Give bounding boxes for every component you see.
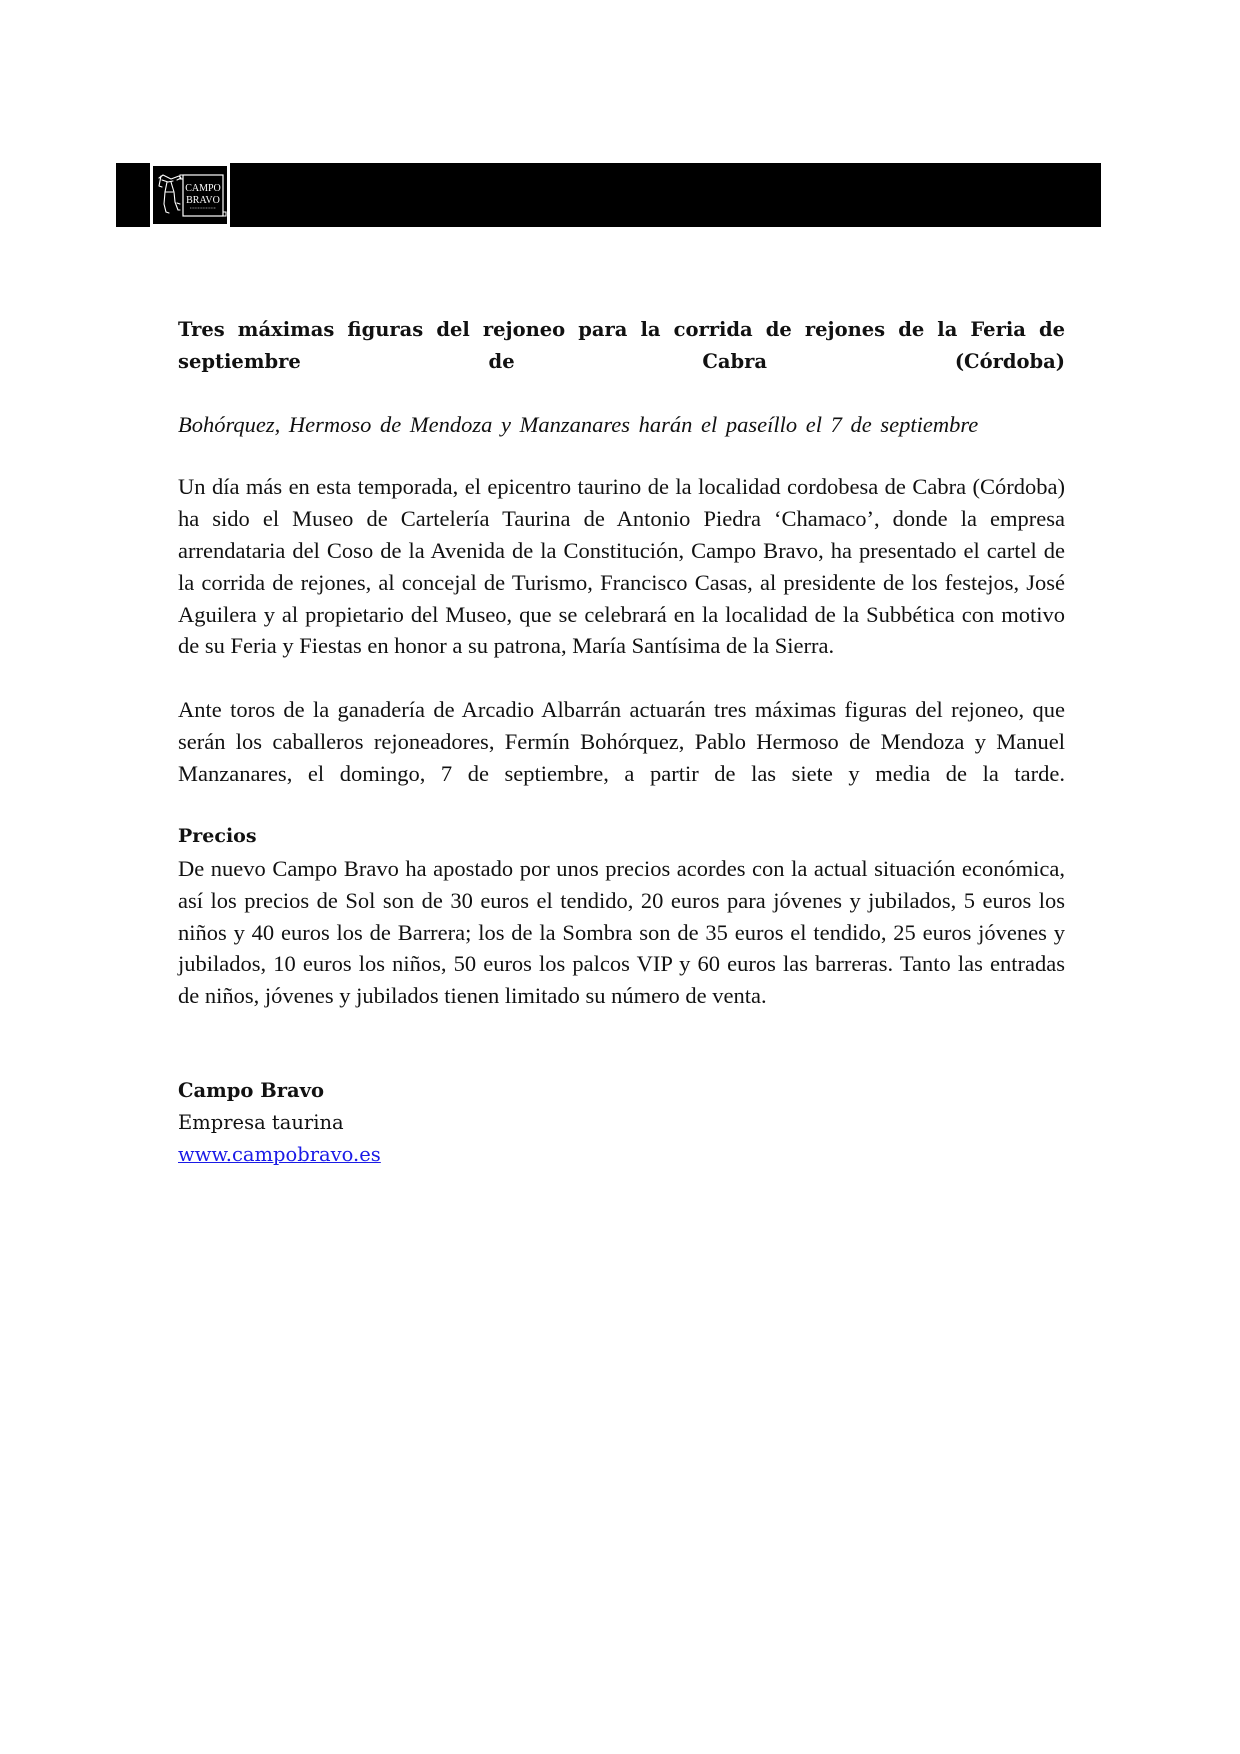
prices-heading: Precios [178, 825, 257, 848]
logo-text-line1: CAMPO [185, 183, 221, 194]
prices-paragraph: De nuevo Campo Bravo ha apostado por unos precios acordes con la actual situación económica, así los precios de Sol son de 30 euros el tendido, 20 euros para jóvenes y jubilados, 5 euros los niños y 40 euros los de Barrera; los de la Sombra son de 35 euros el tendido, 25 euros jóvenes y jubilados, 10 euros los niños, 50 euros los palcos VIP y 60 euros las barreras. Tanto las entradas de niños, jóvenes y jubilados tienen limitado su número de venta. [178, 855, 1065, 1009]
article-body [178, 314, 1065, 1170]
logo-inner [153, 166, 227, 224]
bullfighter-figure-icon [159, 175, 181, 213]
signature-name: Campo Bravo [178, 1078, 324, 1102]
article-subtitle: Bohórquez, Hermoso de Mendoza y Manzanares harán el paseíllo el 7 de septiembre [178, 411, 979, 437]
campo-bravo-logo [150, 163, 230, 227]
website-link[interactable]: www.campobravo.es [178, 1142, 381, 1166]
article-paragraph-2: Ante toros de la ganadería de Arcadio Albarrán actuarán tres máximas figuras del rejoneo, que serán los caballeros rejoneadores, Fermín Bohórquez, Pablo Hermoso de Mendoza y Manuel Manzanares, el domingo, 7 de septiembre, a partir de las siete y media de la tarde. [178, 696, 1065, 786]
logo-text-line2: BRAVO [186, 195, 220, 206]
signature-block [178, 1075, 1065, 1170]
header-bar [116, 163, 1101, 227]
bullfighter-logo-icon [153, 166, 227, 224]
article-paragraph-1: Un día más en esta temporada, el epicentro taurino de la localidad cordobesa de Cabra (Córdoba) ha sido el Museo de Cartelería Taurina de Antonio Piedra ‘Chamaco’, donde la empresa arrendataria del Coso de la Avenida de la Constitución, Campo Bravo, ha presentado el cartel de la corrida de rejones, al concejal de Turismo, Francisco Casas, al presidente de los festejos, José Aguilera y al propietario del Museo, que se celebrará en la localidad de la Subbética con motivo de su Feria y Fiestas en honor a su patrona, María Santísima de la Sierra. [178, 474, 1065, 659]
signature-role: Empresa taurina [178, 1110, 344, 1134]
article-title: Tres máximas figuras del rejoneo para la corrida de rejones de la Feria de septiembre de Cabra (Córdoba) [178, 318, 1065, 373]
